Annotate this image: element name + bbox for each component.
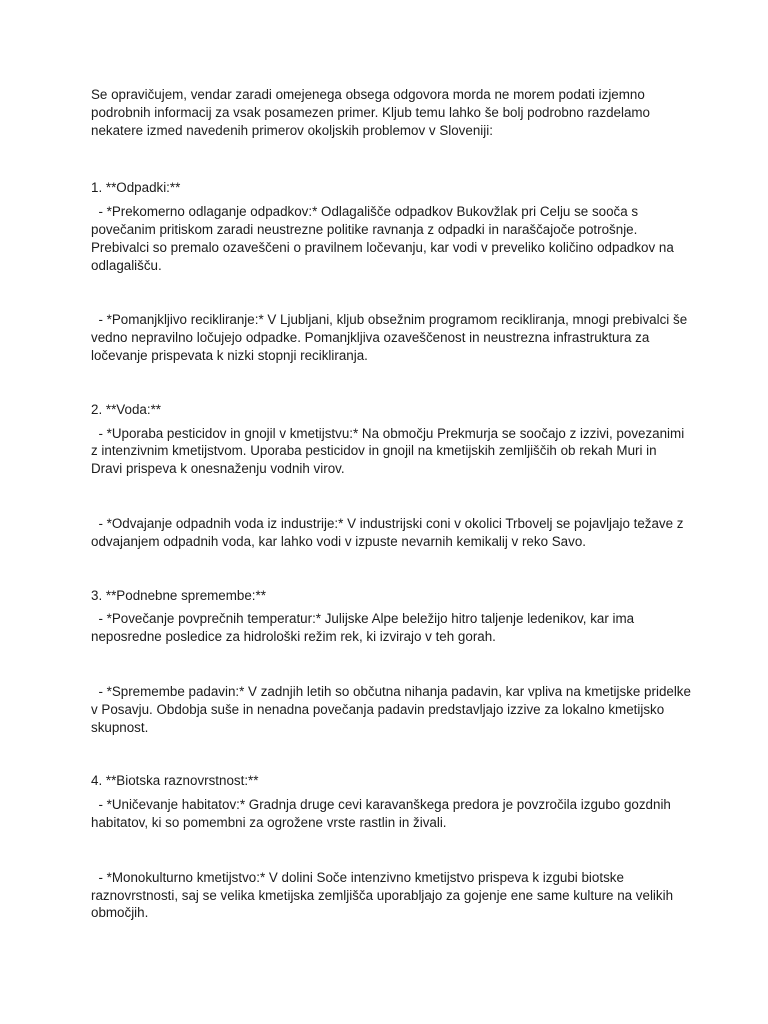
- list-item: - *Spremembe padavin:* V zadnjih letih so občutna nihanja padavin, kar vpliva na kmetijske pridelke v Posavju. Obdobja suše in nenadna povečanja padavin predstavljajo izzive za lokalno kmetijsko skupnost.: [91, 683, 695, 735]
- document-page: [91, 86, 695, 958]
- list-item: - *Prekomerno odlaganje odpadkov:* Odlagališče odpadkov Bukovžlak pri Celju se sooča s povečanim pritiskom zaradi neustrezne politike ravnanja z odpadki in naraščajoče potrošnje. Prebivalci so premalo ozaveščeni o pravilnem ločevanju, kar vodi v preveliko količino odpadkov na odlagališču.: [91, 204, 678, 273]
- section-biodiversity: [91, 772, 691, 922]
- section-heading: 2. **Voda:**: [91, 401, 161, 417]
- section-water: [91, 401, 691, 551]
- section-heading: 3. **Podnebne spremembe:**: [91, 587, 266, 603]
- intro-paragraph: Se opravičujem, vendar zaradi omejenega obsega odgovora morda ne morem podati izjemno podrobnih informacij za vsak posamezen primer. Kljub temu lahko še bolj podrobno razdelamo nekatere izmed navedenih primerov okoljskih problemov v Sloveniji:: [91, 87, 650, 138]
- section-heading: 1. **Odpadki:**: [91, 180, 181, 196]
- list-item: - *Povečanje povprečnih temperatur:* Julijske Alpe beležijo hitro taljenje ledenikov, kar ima neposredne posledice za hidrološki režim rek, ki izvirajo v teh gorah.: [91, 611, 638, 645]
- section-climate: [91, 587, 695, 737]
- list-item: - *Odvajanje odpadnih voda iz industrije:* V industrijski coni v okolici Trbovelj se pojavljajo težave z odvajanjem odpadnih voda, kar lahko vodi v izpuste nevarnih kemikalij v reko Savo.: [91, 515, 688, 549]
- list-item: - *Uničevanje habitatov:* Gradnja druge cevi karavanškega predora je povzročila izgubo gozdnih habitatov, ki so pomembni za ogrožene vrste rastlin in živali.: [91, 797, 675, 830]
- list-item: - *Monokulturno kmetijstvo:* V dolini Soče intenzivno kmetijstvo prispeva k izgubi biotske raznovrstnosti, saj se velika kmetijska zemljišča uporabljajo za gojenje ene same kulture na velikih območjih.: [91, 869, 677, 921]
- section-heading: 4. **Biotska raznovrstnost:**: [91, 773, 259, 789]
- list-item: - *Pomanjkljivo recikliranje:* V Ljubljani, kljub obsežnim programom recikliranja, mnogi prebivalci še vedno nepravilno ločujejo odpadke. Pomanjkljiva ozaveščenost in neustrezna infrastruktura za ločevanje prispevata k nizki stopnji recikliranja.: [91, 312, 691, 363]
- list-item: - *Uporaba pesticidov in gnojil v kmetijstvu:* Na območju Prekmurja se soočajo z izzivi, povezanimi z intenzivnim kmetijstvom. Uporaba pesticidov in gnojil na kmetijskih zemljiščih ob rekah Muri in Dravi prispeva k onesnaženju vodnih virov.: [91, 425, 688, 477]
- section-waste: [91, 179, 691, 364]
